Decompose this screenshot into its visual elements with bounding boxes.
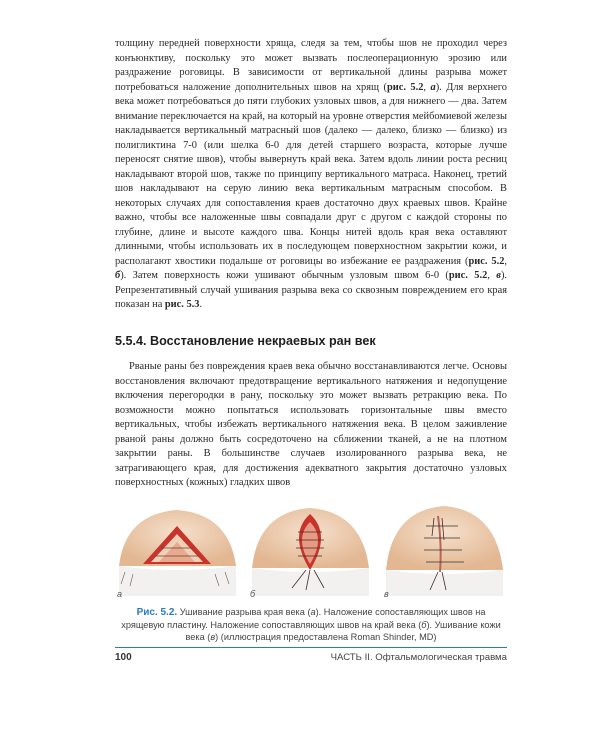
text-run: , <box>423 81 431 93</box>
figure-reference: рис. 5.2 <box>386 81 424 93</box>
panel-label-b: б <box>250 589 256 599</box>
text-run: . <box>199 299 203 310</box>
text-run: , <box>504 255 507 267</box>
panel-label-a: а <box>117 589 123 599</box>
figure-caption <box>115 606 507 644</box>
text-run: толщину передней поверхности хряща, следя за тем, чтобы шов не проходил через конъюнктиву, поскольку это может вызвать послеоперационную эрозию или раздражение роговицы. В зависимости от вертикальной длины разрыва может потребоваться наложение дополнительных швов на хрящ ( <box>115 38 507 93</box>
panel-letter: б <box>421 620 427 631</box>
illustration-panel-b <box>248 496 373 596</box>
page-number: 100 <box>115 652 132 663</box>
illustration-panel-c <box>382 496 507 596</box>
figure-caption-text <box>121 607 500 642</box>
figure-panel-reference: а <box>430 81 436 93</box>
panel-letter: в <box>210 632 216 643</box>
text-run: ). Ушивание кожи века ( <box>185 620 501 643</box>
text-run: ) (иллюстрация предоставлена Roman Shinder, MD) <box>215 632 437 643</box>
section-heading: 5.5.4. Восстановление некраевых ран век <box>115 334 376 348</box>
figure-reference: рис. 5.2 <box>468 255 505 267</box>
panel-letter: а <box>310 607 316 617</box>
panel-label-c: в <box>384 589 389 599</box>
figure-5-2 <box>115 496 507 596</box>
figure-panel-reference: б <box>115 270 121 281</box>
text-run: , <box>487 270 497 281</box>
text-run: ). Репрезентативный случай ушивания разрыва века со сквозным повреждением его края показан на <box>115 270 507 310</box>
paragraph-nonmarginal-repair: Рваные раны без повреждения краев века обычно восстанавливаются легче. Основы восстановления включают предотвращение вертикального натяжения и недопущение включения перегородки в рану, поскольку это может вызвать ретракцию века. По возможности можно попытаться использовать горизонтальные швы вместо вертикальных, чтобы избежать вертикального натяжения века. В целом заживление рваной раны должно быть сосредоточено на сближении тканей, а не на плотном закрытии раны. В большинстве случаев изолированного разрыва века, не затрагивающего края, для достижения адекватного закрытия достаточно узловых поверхностных (кожных) гладких швов <box>115 361 507 488</box>
figure-reference: рис. 5.3 <box>164 299 200 310</box>
footer-rule <box>115 647 507 648</box>
running-head: ЧАСТЬ II. Офтальмологическая травма <box>330 652 507 663</box>
text-run: ). Затем поверхность кожи ушивают обычным узловым швом 6-0 ( <box>120 270 449 281</box>
figure-caption-label: Рис. 5.2. <box>136 607 178 618</box>
illustration-panel-a <box>115 496 240 596</box>
text-run: ). Для верхнего века может потребоваться до пяти глубоких узловых швов, а для нижнего — два. Затем внимание переключается на край, на который на уровне отверстия мейбомиевой железы накладывается вертикальный матрасный шов (далеко — далеко, близко — близко) из полигликтина 7-0 (или шелка 6-0 для детей старшего возраста, которые лучше переносят снятие швов), чтобы вывернуть край века. Затем вдоль линии роста ресниц накладывают второй шов, также по принципу вертикального матраса. Наконец, третий шов накладывают на серую линию века вертикальным матрасным способом. В некоторых случаях для сопоставления краев достаточно двух краевых швов. Крайне важно, чтобы все наложенные швы совпадали друг с другом с каждой стороны по глубине, длине и высоте каждого шва. Концы нитей вдоль края века оставляют длинными, чтобы использовать их в последующем поверхностном закрытии кожи, и располагают хвостики подальше от роговицы во избежание ее раздражения ( <box>115 81 507 267</box>
text-run: Ушивание разрыва края века ( <box>177 607 311 617</box>
text-run: ). Наложение сопоставляющих швов на хрящевую пластину. Наложение сопоставляющих швов на край века ( <box>121 607 486 631</box>
figure-reference: рис. 5.2 <box>448 270 488 281</box>
paragraph-sutures <box>115 37 507 313</box>
figure-panel-reference: в <box>496 270 501 281</box>
